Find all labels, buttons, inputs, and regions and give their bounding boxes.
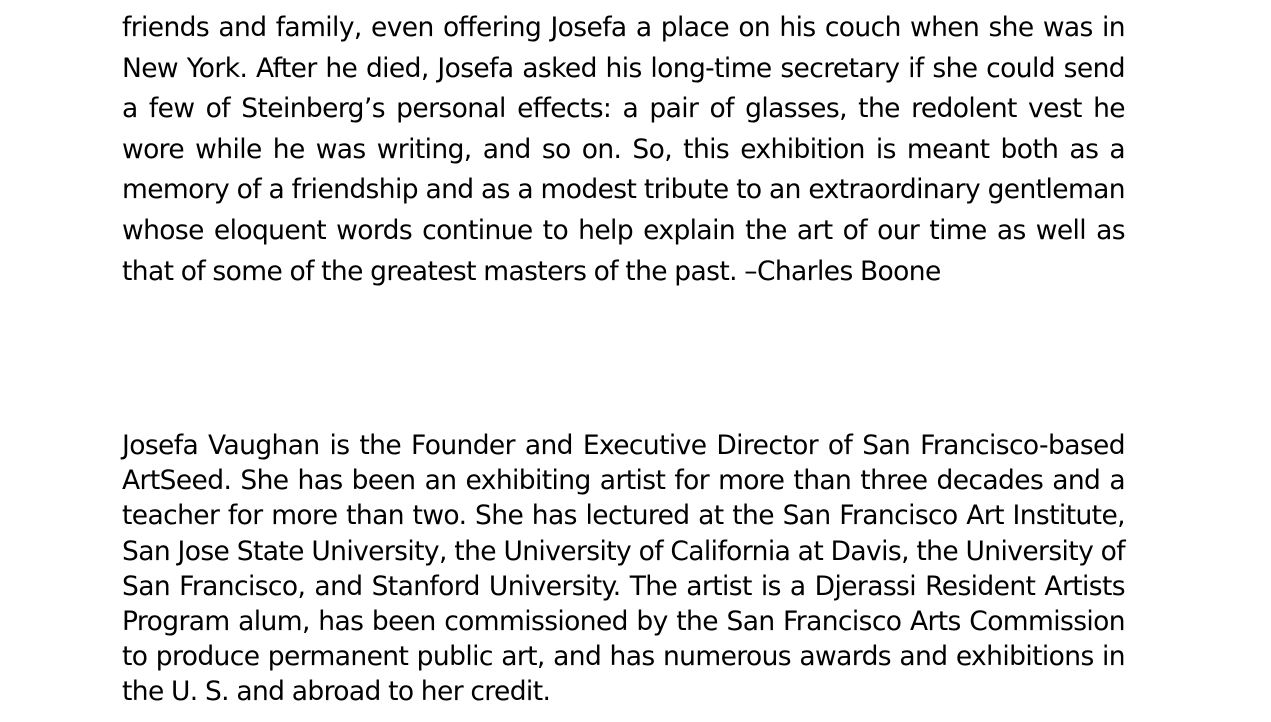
tribute-paragraph: friends and family, even offering Josefa a place on his couch when she was in New York. After he died, Josefa asked his long-time secretary if she could send a few of Steinberg’s personal effects: a pair of glasses, the redolent vest he wore while he was writing, and so on. So, this exhibition is meant both as a memory of a friendship and as a modest tribute to an extraordinary gentleman whose eloquent words continue to help explain the art of our time as well as that of some of the greatest masters of the past. –Charles Boone [122, 12, 1125, 287]
artist-bio-paragraph: Josefa Vaughan is the Founder and Executive Director of San Francisco-based ArtSeed. She has been an exhibiting artist for more than three decades and a teacher for more than two. She has lectured at the San Francisco Art Institute, San Jose State University, the University of California at Davis, the University of San Francisco, and Stanford University. The artist is a Djerassi Resident Artists Program alum, has been commissioned by the San Francisco Arts Commission to produce permanent public art, and has numerous awards and exhibitions in the U. S. and abroad to her credit. [122, 430, 1125, 708]
